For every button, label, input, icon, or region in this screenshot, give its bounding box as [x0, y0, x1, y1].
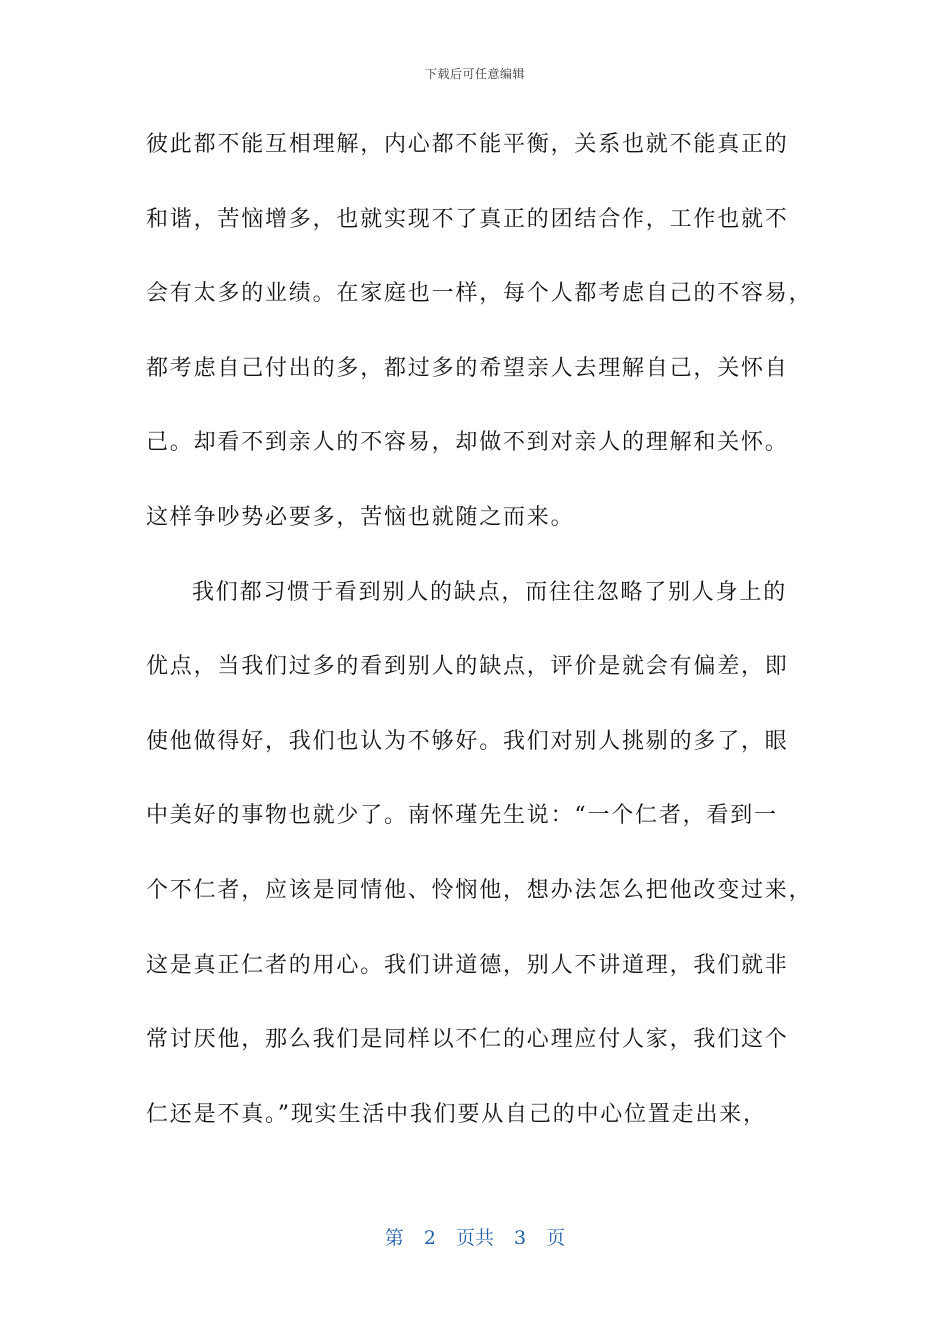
text-line: 和谐，苦恼增多，也就实现不了真正的团结合作，工作也就不	[146, 206, 789, 232]
text-line: 个不仁者，应该是同情他、怜悯他，想办法怎么把他改变过来，	[146, 877, 813, 903]
text-line: 我们都习惯于看到别人的缺点，而往往忽略了别人身上的	[192, 579, 788, 605]
text-line: 会有太多的业绩。在家庭也一样，每个人都考虑自己的不容易，	[146, 281, 813, 307]
total-pages-number: 3	[514, 1227, 527, 1249]
text-line: 使他做得好，我们也认为不够好。我们对别人挑剔的多了，眼	[146, 728, 789, 754]
footer-suffix: 页	[546, 1227, 566, 1249]
text-line: 己。却看不到亲人的不容易，却做不到对亲人的理解和关怀。	[146, 430, 789, 456]
text-line: 这是真正仁者的用心。我们讲道德，别人不讲道理，我们就非	[146, 952, 789, 978]
page-header: 下载后可任意编辑	[424, 67, 525, 81]
text-line: 中美好的事物也就少了。南怀瑾先生说：“一个仁者，看到一	[146, 803, 778, 829]
text-line: 彼此都不能互相理解，内心都不能平衡，关系也就不能真正的	[146, 132, 789, 157]
footer-middle: 页共	[455, 1227, 494, 1249]
text-line: 这样争吵势必要多，苦恼也就随之而来。	[146, 504, 575, 530]
text-line: 仁还是不真。”现实生活中我们要从自己的中心位置走出来，	[146, 1101, 767, 1127]
footer-prefix: 第	[384, 1227, 404, 1249]
text-line: 常讨厌他，那么我们是同样以不仁的心理应付人家，我们这个	[146, 1027, 789, 1053]
page-footer	[0, 1226, 950, 1250]
document-body	[146, 125, 813, 1169]
current-page-number: 2	[423, 1227, 436, 1249]
text-line: 优点，当我们过多的看到别人的缺点，评价是就会有偏差，即	[146, 654, 789, 680]
text-line: 都考虑自己付出的多，都过多的希望亲人去理解自己，关怀自	[146, 355, 789, 381]
